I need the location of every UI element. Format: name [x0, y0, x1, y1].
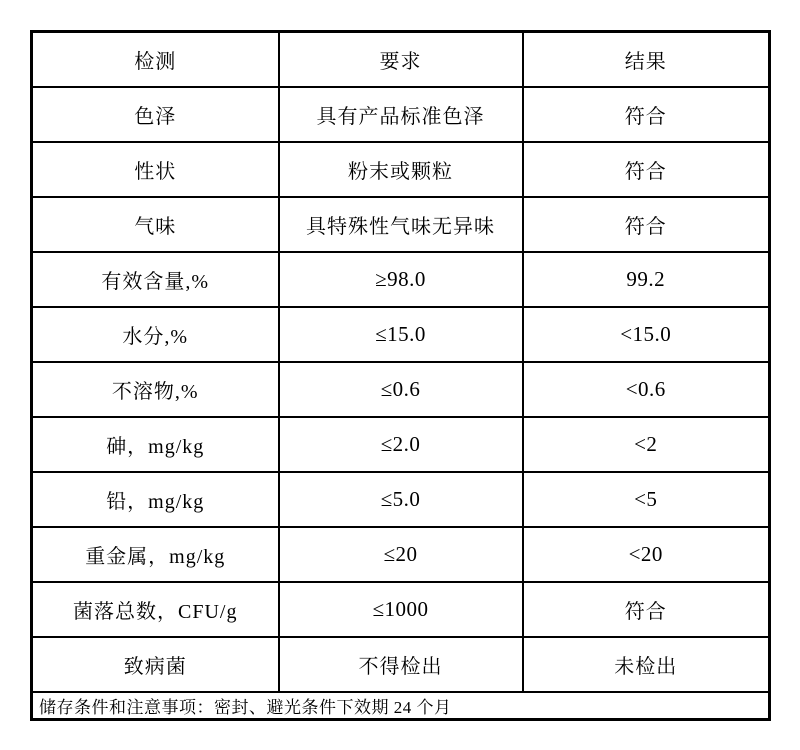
cell-item: 色泽 [32, 87, 279, 142]
storage-note: 储存条件和注意事项：密封、避光条件下效期 24 个月 [32, 692, 770, 720]
cell-item: 菌落总数，CFU/g [32, 582, 279, 637]
table-row [32, 197, 770, 252]
cell-result: 符合 [523, 87, 770, 142]
column-header-result: 结果 [523, 32, 770, 88]
table-row [32, 307, 770, 362]
cell-item: 性状 [32, 142, 279, 197]
cell-item: 不溶物,% [32, 362, 279, 417]
table-row [32, 87, 770, 142]
cell-requirement: 具有产品标准色泽 [279, 87, 523, 142]
cell-item: 有效含量,% [32, 252, 279, 307]
cell-requirement: ≤2.0 [279, 417, 523, 472]
table-row [32, 362, 770, 417]
table-row [32, 527, 770, 582]
cell-requirement: 不得检出 [279, 637, 523, 692]
cell-requirement: ≤0.6 [279, 362, 523, 417]
cell-result: <15.0 [523, 307, 770, 362]
cell-result: <0.6 [523, 362, 770, 417]
cell-result: 符合 [523, 582, 770, 637]
cell-result: 未检出 [523, 637, 770, 692]
cell-item: 砷，mg/kg [32, 417, 279, 472]
header-row [32, 32, 770, 88]
cell-result: 99.2 [523, 252, 770, 307]
cell-result: <5 [523, 472, 770, 527]
table-row [32, 142, 770, 197]
cell-requirement: ≤15.0 [279, 307, 523, 362]
inspection-spec-table [30, 30, 771, 721]
cell-requirement: ≤1000 [279, 582, 523, 637]
cell-requirement: ≤20 [279, 527, 523, 582]
table-row [32, 472, 770, 527]
cell-item: 水分,% [32, 307, 279, 362]
cell-item: 重金属，mg/kg [32, 527, 279, 582]
column-header-test: 检测 [32, 32, 279, 88]
cell-requirement: 粉末或颗粒 [279, 142, 523, 197]
cell-item: 气味 [32, 197, 279, 252]
cell-item: 致病菌 [32, 637, 279, 692]
cell-requirement: ≤5.0 [279, 472, 523, 527]
column-header-requirement: 要求 [279, 32, 523, 88]
table-row [32, 252, 770, 307]
table-row [32, 417, 770, 472]
cell-result: 符合 [523, 142, 770, 197]
cell-result: <20 [523, 527, 770, 582]
table-row [32, 637, 770, 692]
cell-result: 符合 [523, 197, 770, 252]
cell-requirement: ≥98.0 [279, 252, 523, 307]
cell-item: 铅，mg/kg [32, 472, 279, 527]
cell-requirement: 具特殊性气味无异味 [279, 197, 523, 252]
cell-result: <2 [523, 417, 770, 472]
storage-note-row [32, 692, 770, 720]
table-row [32, 582, 770, 637]
